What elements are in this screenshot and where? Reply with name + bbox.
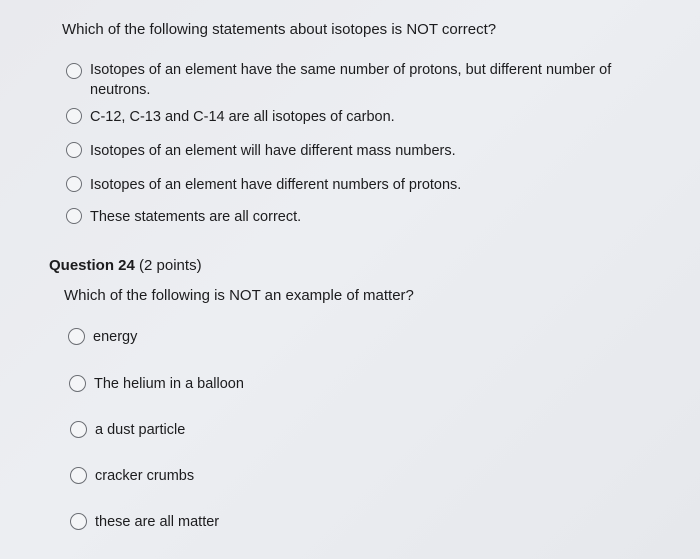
q24-option-5-radio[interactable] [70, 513, 87, 530]
q24-option-3-radio[interactable] [70, 421, 87, 438]
q24-option-3[interactable] [70, 421, 185, 440]
q23-option-1-radio[interactable] [66, 63, 82, 79]
q23-option-2-label: C-12, C-13 and C-14 are all isotopes of carbon. [90, 109, 395, 125]
q23-option-4[interactable] [66, 176, 461, 195]
q23-option-3[interactable] [66, 142, 456, 161]
q23-option-4-label: Isotopes of an element have different numbers of protons. [90, 177, 462, 193]
q24-option-1-radio[interactable] [68, 328, 85, 345]
q23-option-2[interactable] [66, 108, 395, 127]
q23-option-5-radio[interactable] [66, 208, 82, 224]
q24-option-1[interactable] [68, 328, 137, 347]
question-24-prompt: Which of the following is NOT an example of matter? [64, 287, 414, 304]
q24-option-2[interactable] [69, 375, 244, 394]
question-24-heading [49, 256, 202, 276]
q24-option-4[interactable] [70, 467, 194, 486]
q23-option-5[interactable] [66, 208, 301, 227]
q23-option-2-radio[interactable] [66, 108, 82, 124]
q23-option-3-radio[interactable] [66, 142, 82, 158]
q23-option-3-label: Isotopes of an element will have different mass numbers. [90, 143, 456, 159]
q24-option-5[interactable] [70, 513, 219, 532]
q23-option-4-radio[interactable] [66, 176, 82, 192]
q24-option-5-label: these are all matter [95, 514, 220, 530]
question-24-number: Question 24 [49, 257, 135, 274]
q24-option-3-label: a dust particle [95, 422, 186, 438]
q24-option-1-label: energy [93, 329, 138, 345]
question-24-points: (2 points) [139, 257, 202, 274]
q24-option-4-radio[interactable] [70, 467, 87, 484]
q24-option-2-radio[interactable] [69, 375, 86, 392]
q24-option-2-label: The helium in a balloon [94, 376, 244, 392]
q24-option-4-label: cracker crumbs [95, 468, 195, 484]
q23-option-1[interactable] [66, 60, 650, 100]
q23-option-1-label: Isotopes of an element have the same number of protons, but different number of neutrons. [90, 62, 612, 98]
question-23-prompt: Which of the following statements about isotopes is NOT correct? [62, 21, 497, 38]
q23-option-5-label: These statements are all correct. [90, 209, 302, 225]
